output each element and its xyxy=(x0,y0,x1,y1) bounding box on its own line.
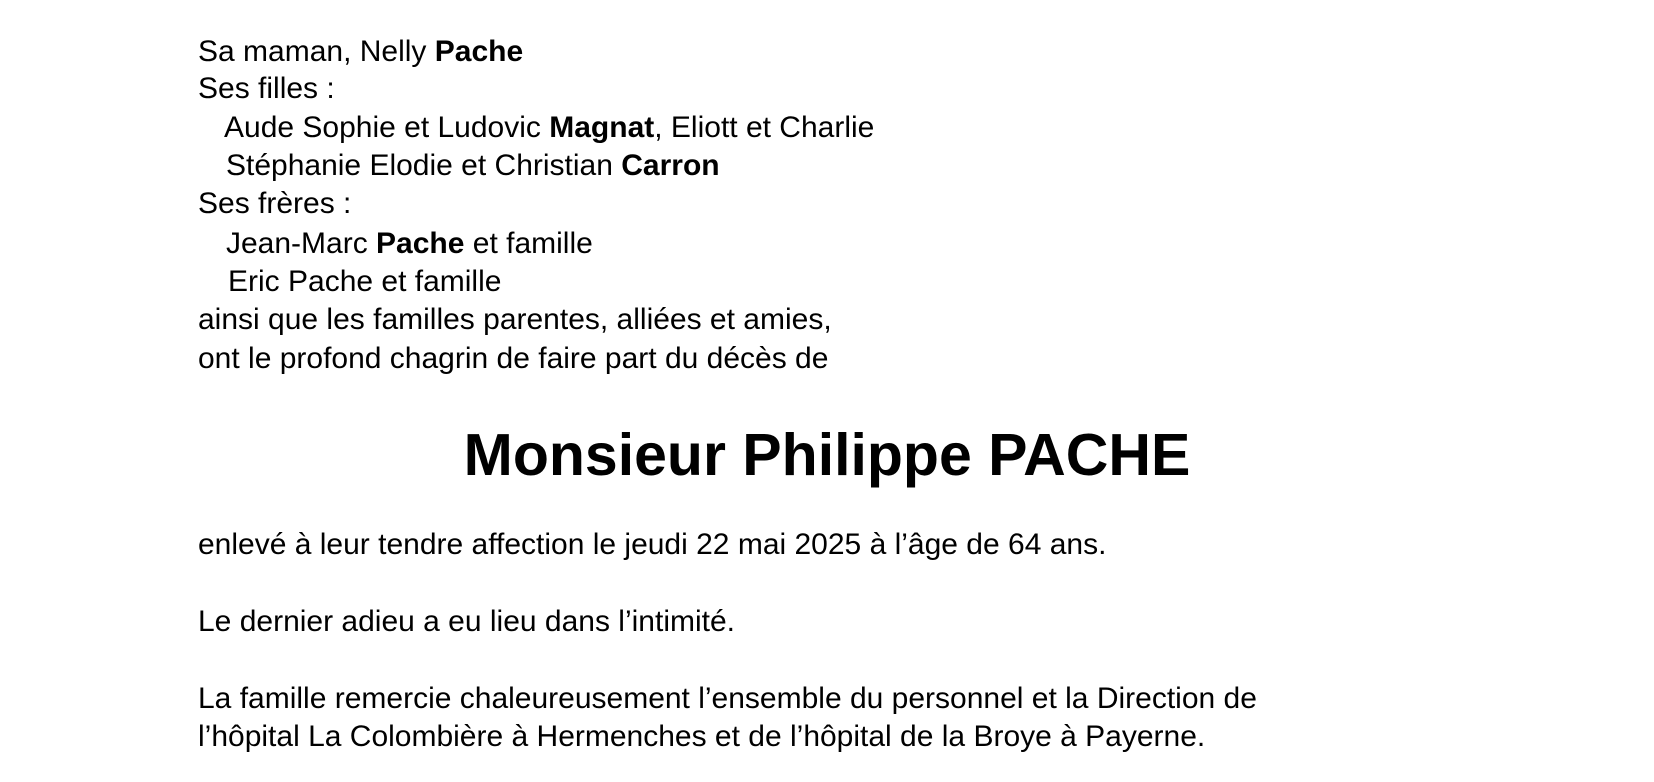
thanks-line-1: La famille remercie chaleureusement l’ensemble du personnel et la Direction de xyxy=(198,682,1257,715)
brother1-suffix: et famille xyxy=(464,227,593,260)
thanks-line-2: l’hôpital La Colombière à Hermenches et de l’hôpital de la Broye à Payerne. xyxy=(198,720,1206,753)
mother-line xyxy=(198,34,523,70)
daughter2-surname: Carron xyxy=(621,149,720,182)
daughter-line-2 xyxy=(226,148,720,184)
deceased-name: Monsieur Philippe PACHE xyxy=(463,422,1191,488)
brother1-prefix: Jean-Marc xyxy=(226,227,377,260)
brother1-surname: Pache xyxy=(376,227,465,260)
daughters-heading: Ses filles : xyxy=(198,72,335,105)
daughter2-prefix: Stéphanie Elodie et Christian xyxy=(226,149,622,182)
daughter1-suffix: , Eliott et Charlie xyxy=(654,111,875,144)
daughter-line-1 xyxy=(224,110,874,146)
mother-surname: Pache xyxy=(434,35,524,68)
relatives-line: ainsi que les familles parentes, alliées et amies, xyxy=(198,303,832,336)
farewell-line: Le dernier adieu a eu lieu dans l’intimité. xyxy=(198,605,735,638)
daughter1-surname: Magnat xyxy=(549,111,655,144)
brother-line-1 xyxy=(226,226,593,262)
passing-line: enlevé à leur tendre affection le jeudi 22 mai 2025 à l’âge de 64 ans. xyxy=(198,528,1107,561)
brothers-heading: Ses frères : xyxy=(198,187,352,220)
brother-line-2: Eric Pache et famille xyxy=(228,265,502,298)
daughter1-prefix: Aude Sophie et Ludovic xyxy=(224,111,550,144)
announcement-line: ont le profond chagrin de faire part du décès de xyxy=(198,342,829,375)
mother-prefix: Sa maman, Nelly xyxy=(198,35,435,68)
